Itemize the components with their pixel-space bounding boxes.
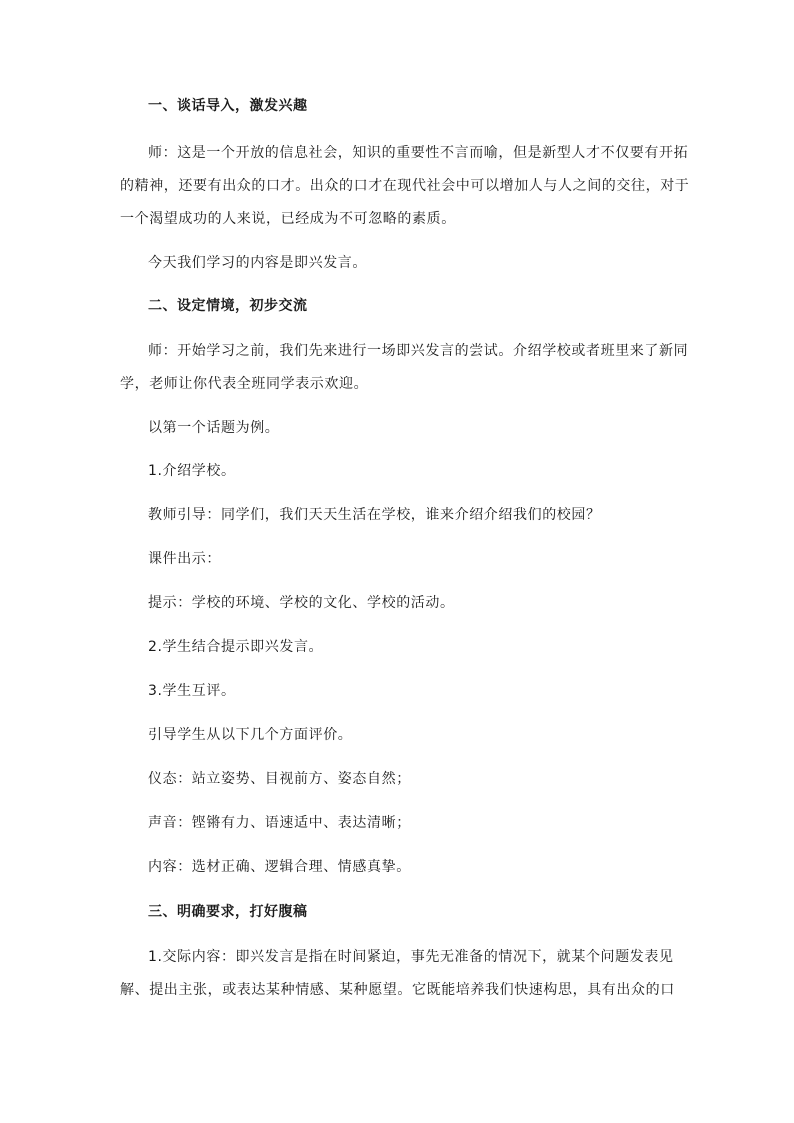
section-heading: 二、设定情境，初步交流 xyxy=(148,298,308,314)
section-heading: 三、明确要求，打好腹稿 xyxy=(148,904,308,920)
section-heading: 一、谈话导入，激发兴趣 xyxy=(148,98,308,114)
paragraph-line: 内容：选材正确、逻辑合理、情感真挚。 xyxy=(148,859,411,875)
paragraph-line: 今天我们学习的内容是即兴发言。 xyxy=(148,255,367,271)
paragraph-line: 2.学生结合提示即兴发言。 xyxy=(148,639,324,655)
paragraph-line: 提示：学校的环境、学校的文化、学校的活动。 xyxy=(148,595,455,611)
paragraph-line: 课件出示： xyxy=(148,551,221,567)
paragraph-line: 师：这是一个开放的信息社会，知识的重要性不言而喻，但是新型人才不仅要有开拓 xyxy=(148,145,689,161)
paragraph-line: 1.交际内容：即兴发言是指在时间紧迫，事先无准备的情况下，就某个问题发表见 xyxy=(148,949,674,965)
paragraph-line: 解、提出主张，或表达某种情感、某种愿望。它既能培养我们快速构思，具有出众的口 xyxy=(120,982,675,998)
paragraph-line: 3.学生互评。 xyxy=(148,683,236,699)
paragraph-line: 的精神，还要有出众的口才。出众的口才在现代社会中可以增加人与人之间的交往，对于 xyxy=(120,178,690,194)
paragraph-line: 以第一个话题为例。 xyxy=(148,420,280,436)
paragraph-line: 师：开始学习之前，我们先来进行一场即兴发言的尝试。介绍学校或者班里来了新同 xyxy=(148,343,689,359)
paragraph-line: 声音：铿锵有力、语速适中、表达清晰； xyxy=(148,815,411,831)
paragraph-line: 1.介绍学校。 xyxy=(148,463,236,479)
paragraph-line: 学，老师让你代表全班同学表示欢迎。 xyxy=(120,376,369,392)
paragraph-line: 仪态：站立姿势、目视前方、姿态自然； xyxy=(148,771,411,787)
paragraph-line: 引导学生从以下几个方面评价。 xyxy=(148,727,353,743)
paragraph-line: 教师引导：同学们，我们天天生活在学校，谁来介绍介绍我们的校园？ xyxy=(148,507,601,523)
paragraph-line: 一个渴望成功的人来说，已经成为不可忽略的素质。 xyxy=(120,211,456,227)
